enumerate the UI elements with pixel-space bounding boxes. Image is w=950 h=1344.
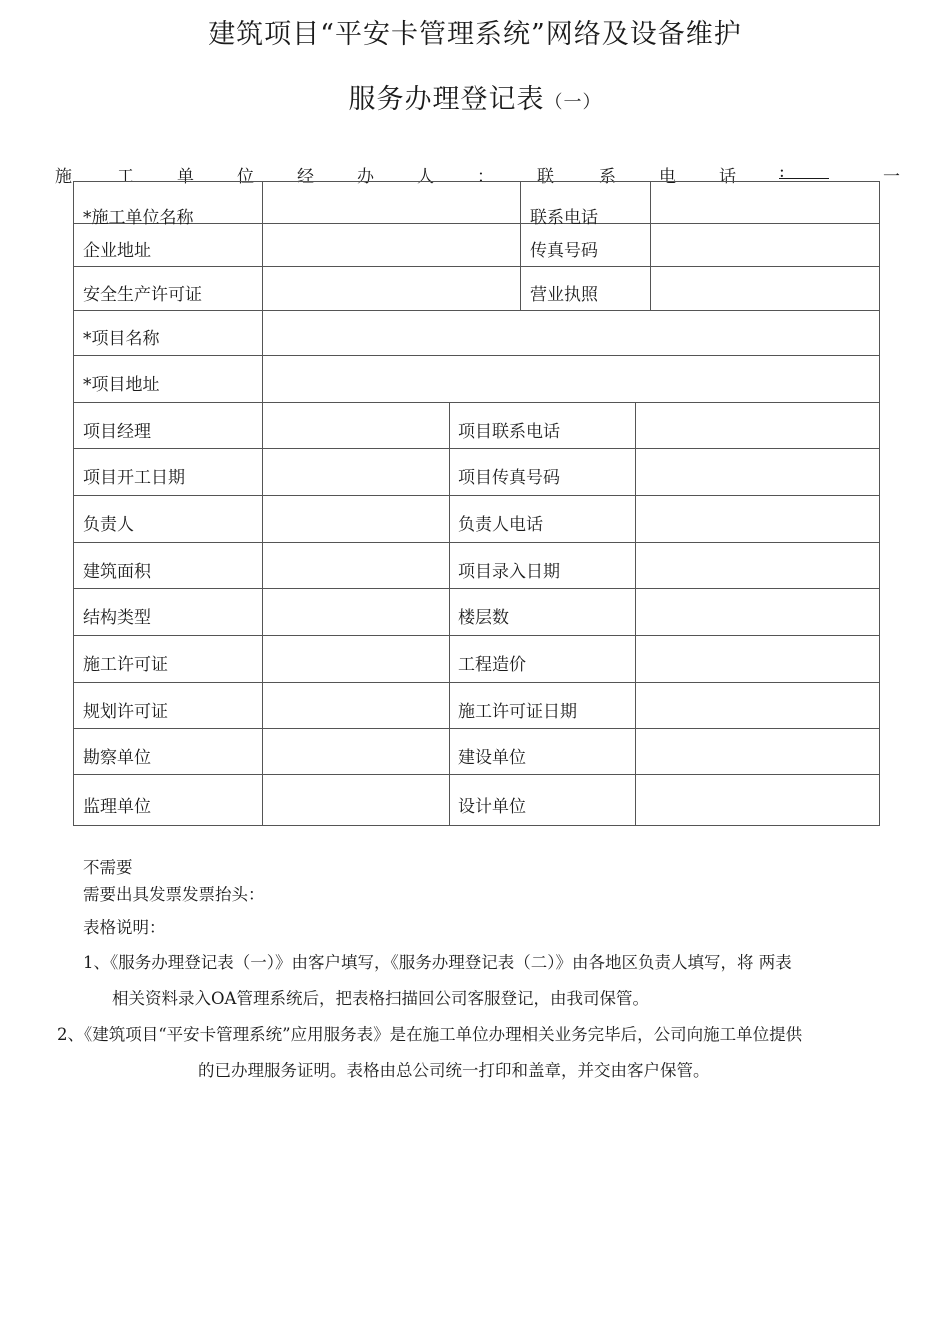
- field-person-in-charge[interactable]: [270, 510, 440, 528]
- row-divider: [74, 266, 879, 267]
- label-supervision-unit: 监理单位: [83, 797, 151, 817]
- row-divider: [74, 728, 879, 729]
- option-no-need: 不需要: [83, 858, 133, 877]
- info-char: 系: [599, 167, 616, 187]
- col-divider: [520, 182, 521, 311]
- document-title-line2: [0, 77, 950, 116]
- label-project-name: *项目名称: [83, 329, 160, 349]
- field-floors[interactable]: [644, 603, 869, 621]
- field-fax[interactable]: [658, 236, 868, 254]
- field-contact-phone[interactable]: [658, 203, 868, 221]
- field-project-fax[interactable]: [644, 463, 869, 481]
- col-divider: [650, 182, 651, 311]
- notes-heading: 表格说明：: [83, 918, 166, 937]
- row-divider: [74, 635, 879, 636]
- label-floors: 楼层数: [458, 608, 509, 628]
- field-entry-date[interactable]: [644, 557, 869, 575]
- label-design-unit: 设计单位: [458, 797, 526, 817]
- row-divider: [74, 542, 879, 543]
- label-planning-permit: 规划许可证: [83, 702, 168, 722]
- label-project-phone: 项目联系电话: [458, 422, 560, 442]
- field-business-license[interactable]: [658, 280, 868, 298]
- field-permit-date[interactable]: [644, 697, 869, 715]
- label-person-in-charge: 负责人: [83, 515, 134, 535]
- field-construction-permit[interactable]: [270, 650, 440, 668]
- label-project-cost: 工程造价: [458, 655, 526, 675]
- row-divider: [74, 682, 879, 683]
- row-divider: [74, 448, 879, 449]
- document-title-line1: 建筑项目“平安卡管理系统”网络及设备维护: [208, 19, 742, 50]
- field-supervision-unit[interactable]: [270, 792, 440, 810]
- info-char: 工: [117, 167, 134, 187]
- row-divider: [74, 774, 879, 775]
- row-divider: [74, 495, 879, 496]
- option-invoice: 需要出具发票发票抬头：: [83, 885, 265, 904]
- title-suffix: （一）: [544, 92, 602, 113]
- field-safety-permit[interactable]: [270, 280, 510, 298]
- note-item1-line1: 1、《服务办理登记表（一）》由客户填写，《服务办理登记表（二）》由各地区负责人填写，将 两表: [83, 953, 792, 972]
- label-business-license: 营业执照: [530, 285, 598, 305]
- field-start-date[interactable]: [270, 463, 440, 481]
- info-char: 人: [417, 167, 434, 187]
- row-divider: [74, 402, 879, 403]
- label-company-name: *施工单位名称: [83, 208, 194, 228]
- info-char: 经: [297, 167, 314, 187]
- label-person-phone: 负责人电话: [458, 515, 543, 535]
- info-char: ：: [477, 167, 494, 187]
- field-planning-permit[interactable]: [270, 697, 440, 715]
- field-construction-unit[interactable]: [644, 743, 869, 761]
- phone-blank[interactable]: [779, 162, 829, 179]
- col-divider: [262, 182, 263, 825]
- col-divider: [635, 402, 636, 825]
- note-item1-line2: 相关资料录入OA管理系统后，把表格扫描回公司客服登记，由我司保管。: [112, 989, 649, 1008]
- info-char: 施: [55, 167, 72, 187]
- field-design-unit[interactable]: [644, 792, 869, 810]
- label-survey-unit: 勘察单位: [83, 748, 151, 768]
- field-project-name[interactable]: [270, 324, 870, 342]
- row-divider: [74, 355, 879, 356]
- label-start-date: 项目开工日期: [83, 468, 185, 488]
- col-divider: [449, 402, 450, 825]
- info-char: 办: [357, 167, 374, 187]
- label-structure-type: 结构类型: [83, 608, 151, 628]
- row-divider: [74, 223, 879, 224]
- title-main: 服务办理登记表: [348, 84, 545, 115]
- field-project-cost[interactable]: [644, 650, 869, 668]
- field-project-address[interactable]: [270, 370, 870, 388]
- registration-table: [73, 181, 880, 826]
- label-safety-permit: 安全生产许可证: [83, 285, 202, 305]
- label-fax: 传真号码: [530, 241, 598, 261]
- note-item2-line2: 的已办理服务证明。表格由总公司统一打印和盖章，并交由客户保管。: [198, 1061, 710, 1080]
- label-entry-date: 项目录入日期: [458, 562, 560, 582]
- label-project-address: *项目地址: [83, 375, 160, 395]
- label-project-manager: 项目经理: [83, 422, 151, 442]
- label-construction-permit: 施工许可证: [83, 655, 168, 675]
- label-contact-phone: 联系电话: [530, 208, 598, 228]
- row-divider: [74, 588, 879, 589]
- field-building-area[interactable]: [270, 557, 440, 575]
- info-char: 单: [177, 167, 194, 187]
- field-structure-type[interactable]: [270, 603, 440, 621]
- info-char: 联: [537, 167, 554, 187]
- info-char: 话: [719, 167, 736, 187]
- row-divider: [74, 310, 879, 311]
- field-company-name[interactable]: [270, 203, 510, 221]
- label-building-area: 建筑面积: [83, 562, 151, 582]
- field-company-address[interactable]: [270, 236, 510, 254]
- info-char: 位: [237, 167, 254, 187]
- info-tail: 一: [883, 167, 900, 187]
- label-construction-unit: 建设单位: [458, 748, 526, 768]
- field-survey-unit[interactable]: [270, 743, 440, 761]
- note-item2-line1: 2、《建筑项目“平安卡管理系统”应用服务表》是在施工单位办理相关业务完毕后，公司向施工单位提供: [57, 1025, 803, 1044]
- label-project-fax: 项目传真号码: [458, 468, 560, 488]
- info-char: 电: [659, 167, 676, 187]
- label-permit-date: 施工许可证日期: [458, 702, 577, 722]
- label-company-address: 企业地址: [83, 241, 151, 261]
- field-person-phone[interactable]: [644, 510, 869, 528]
- field-project-manager[interactable]: [270, 417, 440, 435]
- field-project-phone[interactable]: [644, 417, 869, 435]
